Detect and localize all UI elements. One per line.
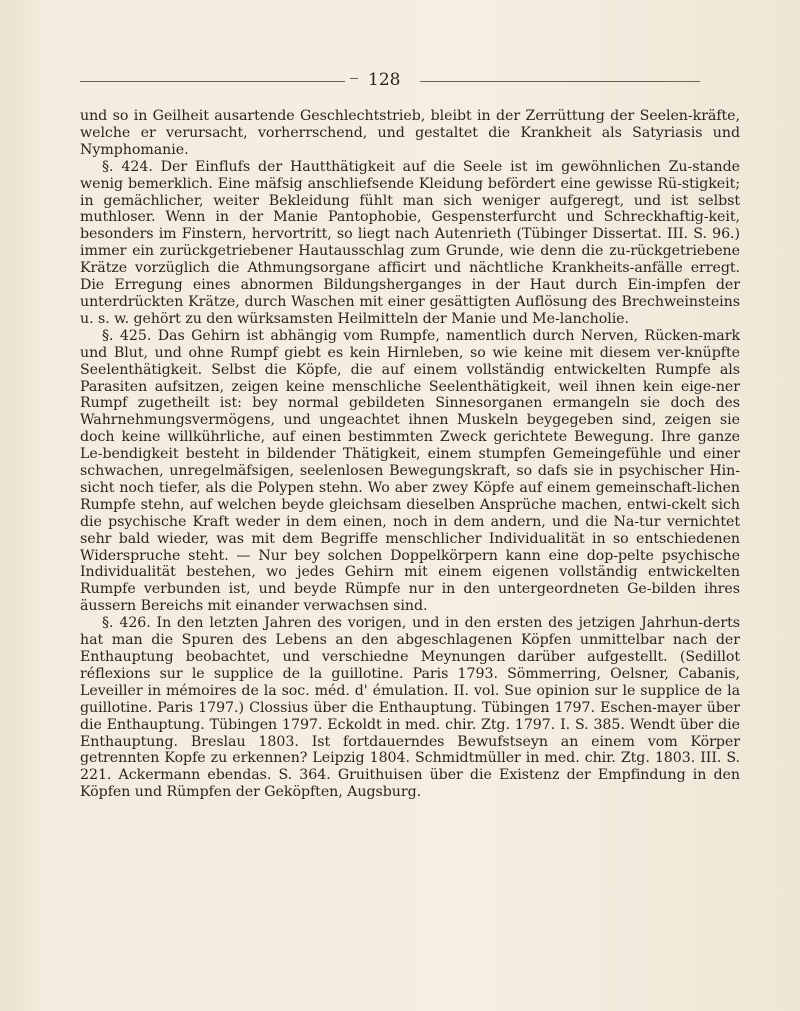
header-dash [350, 78, 358, 79]
page-header [80, 70, 720, 94]
body-text [80, 108, 740, 801]
paragraph-424: §. 424. Der Einflufs der Hautthätigkeit auf die Seele ist im gewöhnlichen Zu-stande wenig bemerklich. Eine mäfsig anschliefsende Kleidung befördert eine gewisse Rü-stigkeit; in gemächlicher, weiter Bekleidung fühlt man sich weniger aufgeregt, und ist selbst muthloser. Wenn in der Manie Pantophobie, Gespensterfurcht und Schreckhaftig-keit, besonders im Finstern, hervortritt, so liegt nach Autenrieth (Tübinger Dissertat. III. S. 96.) immer ein zurückgetriebener Hautausschlag zum Grunde, wie denn die zu-rückgetriebene Krätze vorzüglich die Athmungsorgane afficirt und nächtliche Krankheits-anfälle erregt. Die Erregung eines abnormen Bildungsherganges in der Haut durch Ein-impfen der unterdrückten Krätze, durch Waschen mit einer gesättigten Auflösung des Brechweinsteins u. s. w. gehört zu den würksamsten Heilmitteln der Manie und Me-lancholie. [80, 158, 740, 327]
header-rule-left [80, 81, 345, 82]
paragraph-continuation: und so in Geilheit ausartende Geschlechtstrieb, bleibt in der Zerrüttung der Seelen-kräfte, welche er verursacht, vorherrschend, und gestaltet die Krankheit als Satyriasis und Nymphomanie. [80, 108, 740, 158]
paragraph-425: §. 425. Das Gehirn ist abhängig vom Rumpfe, namentlich durch Nerven, Rücken-mark und Blut, und ohne Rumpf giebt es kein Hirnleben, so wie keine mit diesem ver-knüpfte Seelenthätigkeit. Selbst die Köpfe, die auf einem vollständig entwickelten Rumpfe als Parasiten aufsitzen, zeigen keine menschliche Seelenthätigkeit, weil ihnen kein eige-ner Rumpf zugetheilt ist: bey normal gebildeten Sinnesorganen ermangeln sie doch des Wahrnehmungsvermögens, und ungeachtet ihnen Muskeln beygegeben sind, zeigen sie doch keine willkührliche, auf einen bestimmten Zweck gerichtete Bewegung. Ihre ganze Le-bendigkeit besteht in bildender Thätigkeit, einem stumpfen Gemeingefühle und einer schwachen, unregelmäfsigen, seelenlosen Bewegungskraft, so dafs sie in psychischer Hin-sicht noch tiefer, als die Polypen stehn. Wo aber zwey Köpfe auf einem gemeinschaft-lichen Rumpfe stehn, auf welchen beyde gleichsam dieselben Ansprüche machen, entwi-ckelt sich die psychische Kraft weder in dem einen, noch in dem andern, und die Na-tur vernichtet sehr bald wieder, was mit dem Begriffe menschlicher Individualität in so entschiedenen Widerspruche steht. — Nur bey solchen Doppelkörpern kann eine dop-pelte psychische Individualität bestehen, wo jedes Gehirn mit einem eigenen vollständig entwickelten Rumpfe verbunden ist, und beyde Rümpfe nur in den untergeordneten Ge-bilden ihres äussern Bereichs mit einander verwachsen sind. [80, 327, 740, 615]
header-rule-right [420, 81, 700, 82]
page-number: 128 [368, 70, 401, 90]
paragraph-426: §. 426. In den letzten Jahren des vorigen, und in den ersten des jetzigen Jahrhun-derts hat man die Spuren des Lebens an den abgeschlagenen Köpfen unmittelbar nach der Enthauptung beobachtet, und verschiedne Meynungen darüber aufgestellt. (Sedillot réflexions sur le supplice de la guillotine. Paris 1793. Sömmerring, Oelsner, Cabanis, Leveiller in mémoires de la soc. méd. d' émulation. II. vol. Sue opinion sur le supplice de la guillotine. Paris 1797.) Clossius über die Enthauptung. Tübingen 1797. Eschen-mayer über die Enthauptung. Tübingen 1797. Eckoldt in med. chir. Ztg. 1797. I. S. 385. Wendt über die Enthauptung. Breslau 1803. Ist fortdauerndes Bewufstseyn an einem vom Körper getrennten Kopfe zu erkennen? Leipzig 1804. Schmidtmüller in med. chir. Ztg. 1803. III. S. 221. Ackermann ebendas. S. 364. Gruithuisen über die Existenz der Empfindung in den Köpfen und Rümpfen der Geköpften, Augsburg. [80, 615, 740, 801]
